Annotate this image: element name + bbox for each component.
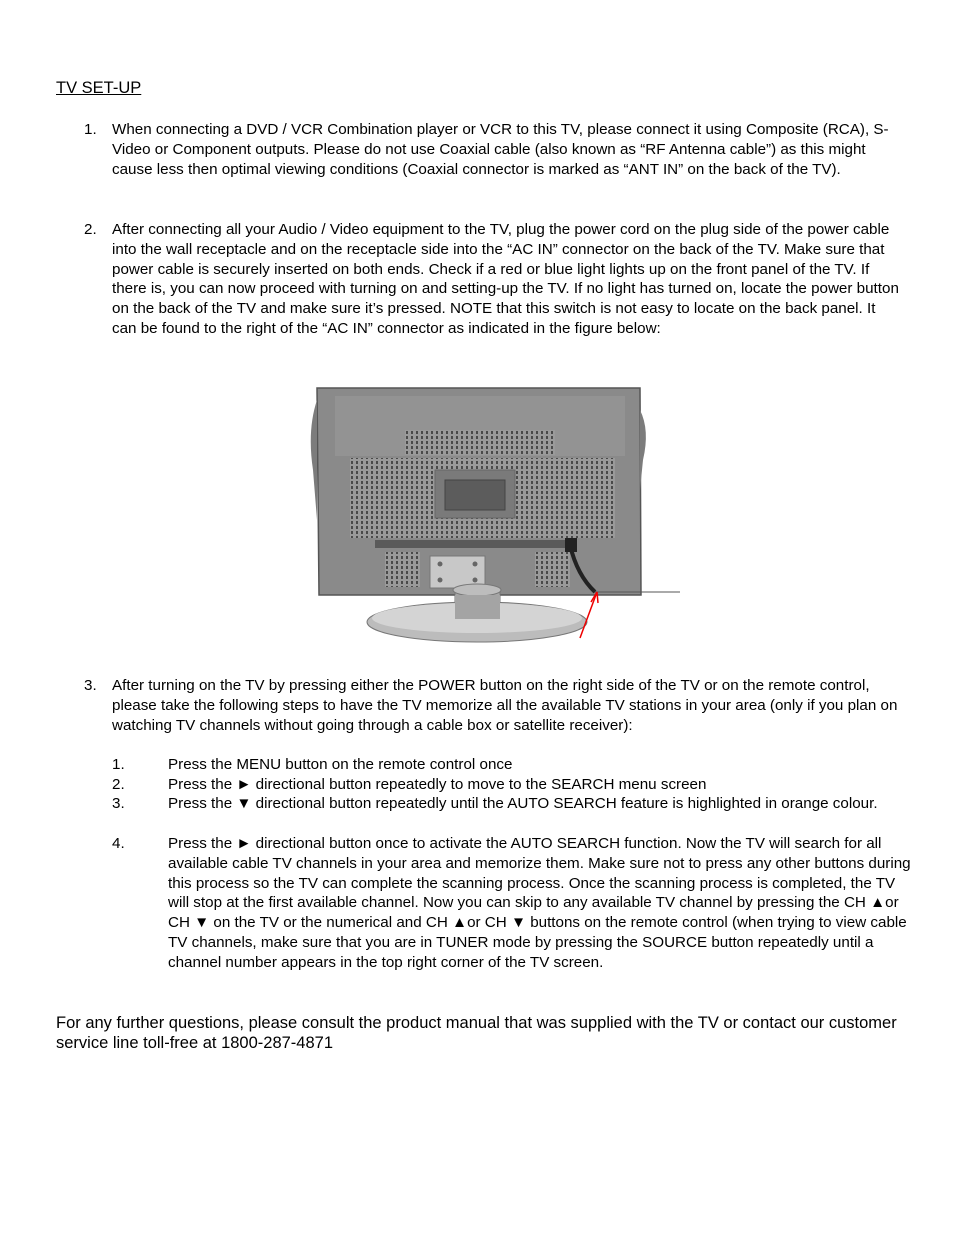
item-number: 3. <box>84 677 97 694</box>
tv-back-panel-figure <box>305 370 685 660</box>
page-title: TV SET-UP <box>56 79 142 97</box>
list-item <box>84 120 904 179</box>
sub-step <box>112 794 912 814</box>
step-text: Press the MENU button on the remote control once <box>168 756 513 773</box>
sub-step <box>112 775 912 795</box>
item-number: 2. <box>84 221 97 238</box>
step-text: Press the ▼ directional button repeatedly until the AUTO SEARCH feature is highlighted in orange colour. <box>168 795 878 812</box>
step-number: 4. <box>112 835 125 852</box>
sub-step <box>112 834 912 973</box>
sub-step <box>112 755 912 775</box>
step-number: 3. <box>112 795 125 812</box>
list-item <box>84 676 904 735</box>
step-text: Press the ► directional button once to activate the AUTO SEARCH function. Now the TV will search for all available cable TV channels in your area and memorize them. Make sure not to press any other buttons during this process so the TV can complete the scanning process. Once the scanning process is completed, the TV will stop at the first available channel. Now you can skip to any available TV channel by pressing the CH ▲or CH ▼ on the TV or the numerical and CH ▲or CH ▼ buttons on the remote control (when trying to view cable TV channels, make sure that you are in TUNER mode by pressing the SOURCE button repeatedly until a channel number appears in the top right corner of the TV screen. <box>168 835 911 971</box>
footer-contact-text: For any further questions, please consult the product manual that was supplied with the TV or contact our customer service line toll-free at 1800-287-4871 <box>56 1014 897 1052</box>
item-number: 1. <box>84 121 97 138</box>
item-text: After connecting all your Audio / Video equipment to the TV, plug the power cord on the plug side of the power cable into the wall receptacle and on the receptacle side into the “AC IN” connector on the back of the TV. Make sure that power cable is securely inserted on both ends. Check if a red or blue light lights up on the front panel of the TV. If there is, you can now proceed with turning on and setting-up the TV. If no light has turned on, locate the power button on the back of the TV and make sure it’s pressed. NOTE that this switch is not easy to locate on the back panel. It can be found to the right of the “AC IN” connector as indicated in the figure below: <box>112 221 899 337</box>
item-text: When connecting a DVD / VCR Combination player or VCR to this TV, please connect it using Composite (RCA), S-Video or Component outputs. Please do not use Coaxial cable (also known as “RF Antenna cable”) as this might cause less then optimal viewing conditions (Coaxial connector is marked as “ANT IN” on the back of the TV). <box>112 121 889 178</box>
step-text: Press the ► directional button repeatedly to move to the SEARCH menu screen <box>168 776 707 793</box>
step-number: 1. <box>112 756 125 773</box>
list-item <box>84 220 904 339</box>
step-number: 2. <box>112 776 125 793</box>
item-text: After turning on the TV by pressing either the POWER button on the right side of the TV or on the remote control, please take the following steps to have the TV memorize all the available TV stations in your area (only if you plan on watching TV channels without going through a cable box or satellite receiver): <box>112 677 898 734</box>
